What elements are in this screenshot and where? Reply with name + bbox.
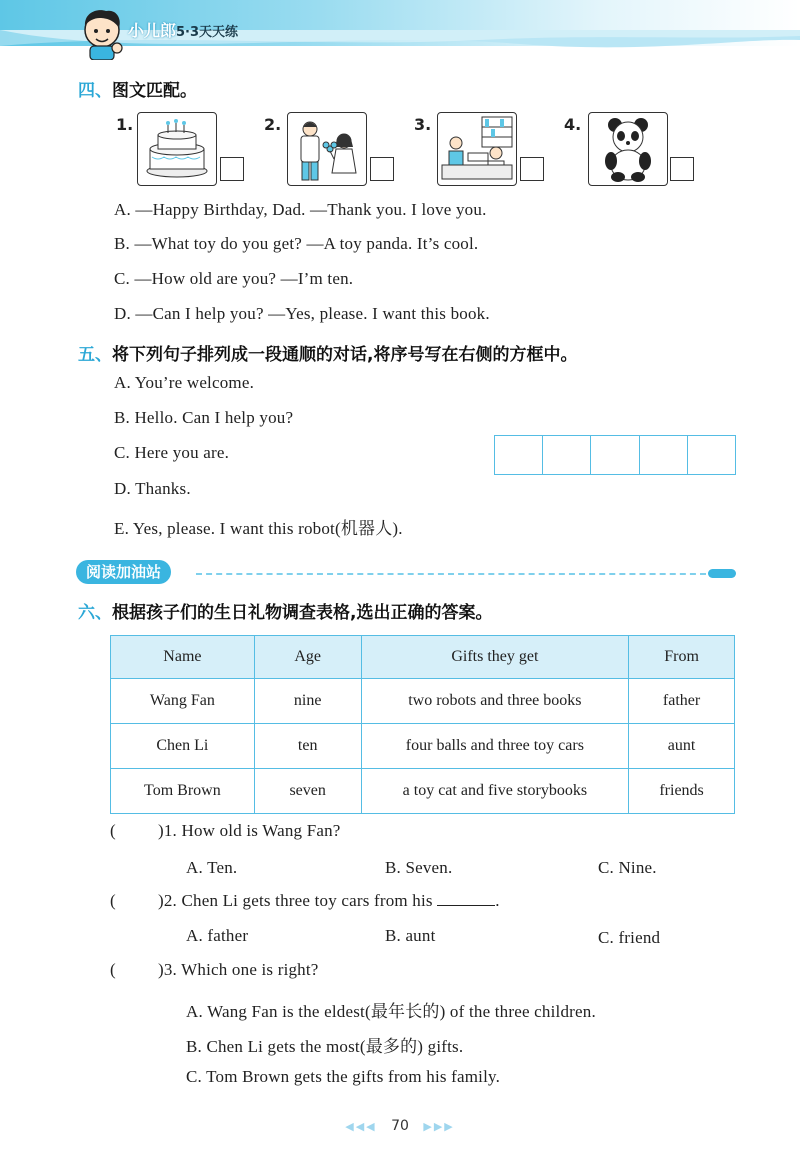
reading-banner: 阅读加油站 (76, 560, 171, 584)
answer-box[interactable] (220, 157, 244, 181)
section5-title-text: 将下列句子排列成一段通顺的对话,将序号写在右侧的方框中。 (112, 345, 578, 365)
page-footer (0, 1118, 800, 1134)
picture-label: 4. (564, 115, 582, 134)
banner-dashed-line (196, 573, 706, 575)
q3-option-a: A. Wang Fan is the eldest(最年长的) of the three children. (186, 1002, 596, 1021)
table-cell: Chen Li (111, 724, 255, 769)
column-header: Gifts they get (361, 636, 629, 679)
sentence-a: A. You’re welcome. (114, 373, 255, 392)
picture-frame (287, 112, 367, 186)
table-cell: ten (254, 724, 361, 769)
brand-title (128, 18, 238, 41)
q1-option-c: C. Nine. (598, 858, 657, 877)
section6-number: 六、 (78, 603, 112, 623)
fill-blank[interactable] (437, 891, 495, 906)
sentence-b: B. Hello. Can I help you? (114, 408, 294, 427)
section5-title (78, 340, 577, 365)
question-1: )1. How old is Wang Fan? (158, 821, 341, 840)
question-3: )3. Which one is right? (158, 960, 319, 979)
order-cell[interactable] (591, 436, 639, 474)
section4-title (78, 76, 197, 101)
q1-option-a: A. Ten. (186, 858, 238, 877)
picture-label: 3. (414, 115, 432, 134)
table-cell: nine (254, 679, 361, 724)
sentence-e: E. Yes, please. I want this robot(机器人). (114, 519, 403, 538)
toy-panda-icon (589, 113, 667, 185)
column-header: Age (254, 636, 361, 679)
table-row (111, 724, 735, 769)
table-cell: aunt (629, 724, 735, 769)
series-name: 5·3天天练 (176, 25, 239, 40)
question-2 (158, 891, 500, 911)
column-header: Name (111, 636, 255, 679)
table-cell: Wang Fan (111, 679, 255, 724)
picture-label: 1. (116, 115, 134, 134)
section4-number: 四、 (78, 81, 112, 101)
table-cell: friends (629, 769, 735, 814)
table-cell: father (629, 679, 735, 724)
section4-title-text: 图文匹配。 (112, 81, 197, 101)
table-cell: two robots and three books (361, 679, 629, 724)
page-number: 70 (391, 1118, 409, 1134)
order-cell[interactable] (640, 436, 688, 474)
q3-option-b: B. Chen Li gets the most(最多的) gifts. (186, 1037, 464, 1056)
section6-title (78, 598, 492, 623)
picture-frame (588, 112, 668, 186)
q2-option-a: A. father (186, 926, 249, 945)
answer-paren[interactable]: ( (110, 960, 116, 979)
answer-box[interactable] (670, 157, 694, 181)
picture-label: 2. (264, 115, 282, 134)
girl-giving-flowers-icon (288, 113, 366, 185)
section5-number: 五、 (78, 345, 112, 365)
q2-option-c: C. friend (598, 928, 661, 947)
order-cell[interactable] (495, 436, 543, 474)
right-arrows-icon: ▶▶▶ (423, 1120, 455, 1133)
gift-survey-table (110, 635, 735, 814)
table-row (111, 769, 735, 814)
table-cell: seven (254, 769, 361, 814)
column-header: From (629, 636, 735, 679)
brand-name: 小儿郎 (128, 21, 177, 40)
picture-frame (137, 112, 217, 186)
sentence-d: D. Thanks. (114, 479, 191, 498)
option-d: D. —Can I help you? —Yes, please. I want this book. (114, 304, 490, 323)
sentence-c: C. Here you are. (114, 443, 230, 462)
option-b: B. —What toy do you get? —A toy panda. It’s cool. (114, 234, 479, 253)
table-cell: Tom Brown (111, 769, 255, 814)
question-2-text: )2. Chen Li gets three toy cars from his (158, 891, 433, 910)
q3-option-c: C. Tom Brown gets the gifts from his family. (186, 1067, 501, 1086)
table-cell: four balls and three toy cars (361, 724, 629, 769)
order-cell[interactable] (688, 436, 735, 474)
option-c: C. —How old are you? —I’m ten. (114, 269, 354, 288)
q2-option-b: B. aunt (385, 926, 436, 945)
option-a: A. —Happy Birthday, Dad. —Thank you. I love you. (114, 200, 487, 219)
q1-option-b: B. Seven. (385, 858, 453, 877)
banner-end-cap (708, 569, 736, 578)
birthday-cake-icon (138, 113, 216, 185)
answer-box[interactable] (520, 157, 544, 181)
answer-box[interactable] (370, 157, 394, 181)
picture-frame (437, 112, 517, 186)
table-row (111, 679, 735, 724)
table-header-row (111, 636, 735, 679)
order-cell[interactable] (543, 436, 591, 474)
answer-paren[interactable]: ( (110, 821, 116, 840)
section6-title-text: 根据孩子们的生日礼物调查表格,选出正确的答案。 (112, 603, 493, 623)
table-cell: a toy cat and five storybooks (361, 769, 629, 814)
left-arrows-icon: ◀◀◀ (345, 1120, 377, 1133)
answer-paren[interactable]: ( (110, 891, 116, 910)
order-answer-grid (494, 435, 736, 475)
bookshop-icon (438, 113, 516, 185)
question-2-end: . (495, 891, 500, 910)
mascot-boy-icon (76, 6, 128, 60)
